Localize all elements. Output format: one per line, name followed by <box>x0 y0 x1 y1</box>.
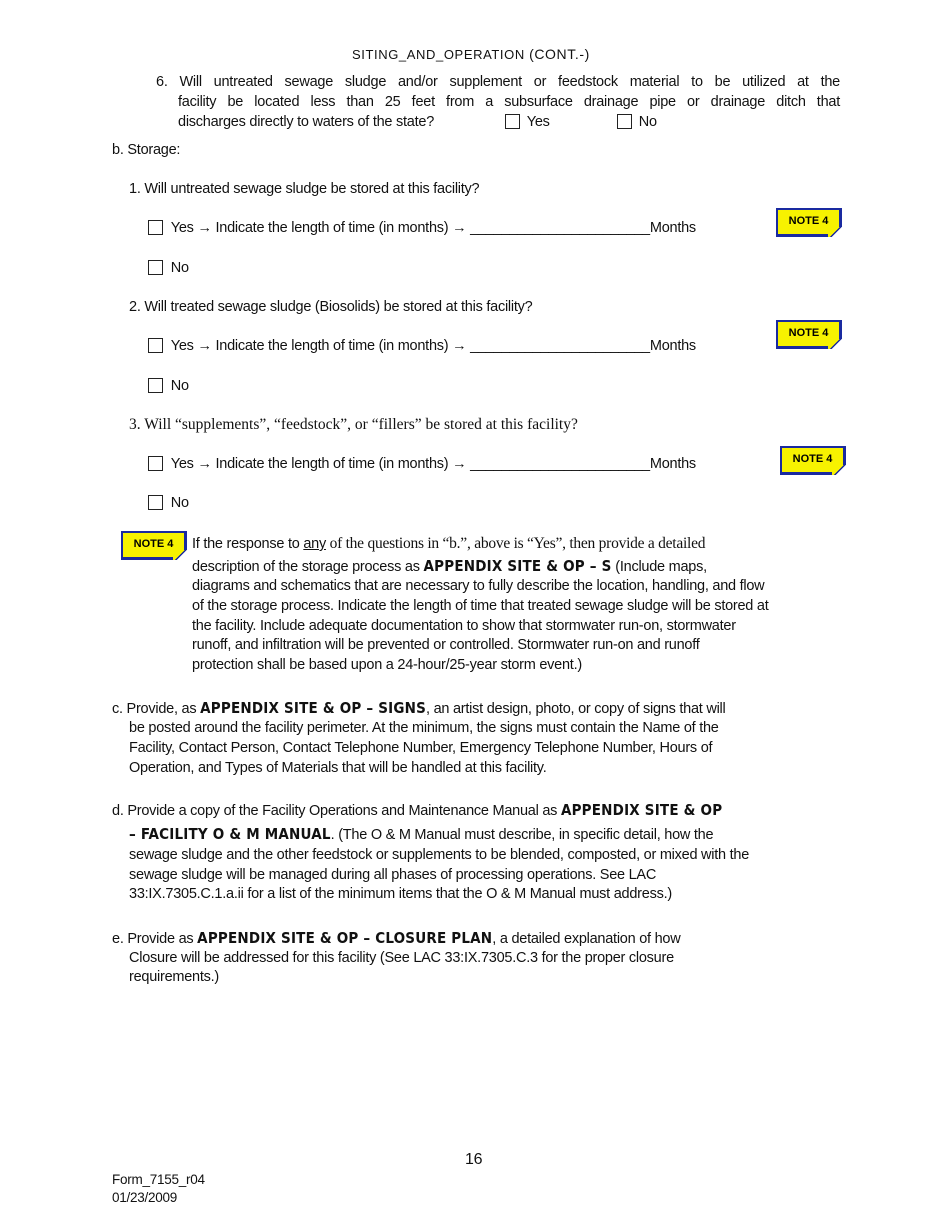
page-number: 16 <box>465 1151 483 1168</box>
appendix-om-label-part2: – FACILITY O & M MANUAL <box>129 825 331 843</box>
note4-any: any <box>303 536 326 552</box>
q6-line1: 6. Will untreated sewage sludge and/or supplement or feedstock material to be utilized at the <box>156 74 840 90</box>
c-line4: Operation, and Types of Materials that will be handled at this facility. <box>129 760 547 776</box>
q6-yes-label: Yes <box>526 114 550 130</box>
note4-line2-end: (Include maps, <box>611 559 707 575</box>
note4-line1 <box>192 535 705 553</box>
e-line2: Closure will be addressed for this facility (See LAC 33:IX.7305.C.3 for the proper closure <box>129 950 674 966</box>
e-line1-end: , a detailed explanation of how <box>492 931 681 947</box>
storage-q1-no-checkbox[interactable] <box>148 260 163 275</box>
storage-q2-yes-label: Yes → Indicate the length of time (in months) → _______________________Months <box>170 338 696 354</box>
note-4-badge-q3[interactable] <box>780 446 846 475</box>
note4-line1-end: of the questions in “b.”, above is “Yes”, then provide a detailed <box>325 535 706 552</box>
storage-q3-text: 3. Will “supplements”, “feedstock”, or “fillers” be stored at this facility? <box>129 416 578 433</box>
storage-q3-no-label: No <box>170 495 189 511</box>
d-line2 <box>129 825 713 843</box>
c-line3: Facility, Contact Person, Contact Telephone Number, Emergency Telephone Number, Hours of <box>129 740 713 756</box>
appendix-signs-label: APPENDIX SITE & OP – SIGNS <box>200 699 427 717</box>
storage-q3-yes-label: Yes → Indicate the length of time (in months) → _______________________Months <box>170 456 696 472</box>
appendix-s-label: APPENDIX SITE & OP – S <box>423 557 612 575</box>
q6-line2: facility be located less than 25 feet from a subsurface drainage pipe or drainage ditch that <box>178 94 840 110</box>
q6-no-checkbox[interactable] <box>617 114 632 129</box>
section-cont: (CONT.-) <box>529 46 590 62</box>
note4-line2-start: description of the storage process as <box>192 559 424 575</box>
note-4-label: NOTE 4 <box>788 327 829 339</box>
note-4-label: NOTE 4 <box>792 453 833 465</box>
e-line1 <box>112 929 680 947</box>
note-4-badge-q1[interactable] <box>776 208 842 237</box>
storage-q1-yes-option[interactable] <box>148 220 696 236</box>
d-line5: 33:IX.7305.C.1.a.ii for a list of the minimum items that the O & M Manual must address.) <box>129 886 672 902</box>
storage-q1-yes-label: Yes → Indicate the length of time (in months) → _______________________Months <box>170 220 696 236</box>
d-line1 <box>112 801 722 819</box>
page-header <box>352 46 590 62</box>
q6-line3 <box>178 114 434 130</box>
q6-yes-checkbox[interactable] <box>505 114 520 129</box>
storage-q1-text: 1. Will untreated sewage sludge be stored at this facility? <box>129 181 480 197</box>
note-4-label: NOTE 4 <box>788 215 829 227</box>
note4-line6: runoff, and infiltration will be prevented or controlled. Stormwater run-on and runoff <box>192 637 700 653</box>
note-4-badge-q2[interactable] <box>776 320 842 349</box>
e-line3: requirements.) <box>129 969 219 985</box>
d-line2-end: . (The O & M Manual must describe, in specific detail, how the <box>330 827 714 843</box>
note4-line7: protection shall be based upon a 24-hour/25-year storm event.) <box>192 657 582 673</box>
c-line1 <box>112 699 726 717</box>
q6-no-option[interactable] <box>617 114 657 130</box>
q6-question-text: discharges directly to waters of the state? <box>178 114 435 130</box>
form-date: 01/23/2009 <box>112 1190 178 1205</box>
storage-q2-yes-checkbox[interactable] <box>148 338 163 353</box>
note4-line4: of the storage process. Indicate the length of time that treated sewage sludge will be stored at <box>192 598 769 614</box>
appendix-om-label-part1: APPENDIX SITE & OP <box>560 801 723 819</box>
q6-no-label: No <box>638 114 657 130</box>
c-line1-end: , an artist design, photo, or copy of signs that will <box>426 701 726 717</box>
storage-q2-no-option[interactable] <box>148 378 189 394</box>
note4-line1-start: If the response to <box>192 536 304 552</box>
e-line1-start: e. Provide as <box>112 931 198 947</box>
note4-line3: diagrams and schematics that are necessary to fully describe the location, handling, and flow <box>192 578 765 594</box>
storage-q2-no-label: No <box>170 378 189 394</box>
d-line4: sewage sludge will be managed during all phases of processing operations. See LAC <box>129 867 657 883</box>
section-title: SITING_AND_OPERATION <box>352 47 525 62</box>
note-4-badge-description[interactable] <box>121 531 187 560</box>
note-4-label: NOTE 4 <box>133 538 174 550</box>
storage-q3-no-option[interactable] <box>148 495 189 511</box>
form-id: Form_7155_r04 <box>112 1172 205 1187</box>
q6-yes-option[interactable] <box>505 114 550 130</box>
storage-q1-no-option[interactable] <box>148 260 189 276</box>
storage-q1-yes-checkbox[interactable] <box>148 220 163 235</box>
storage-q3-yes-checkbox[interactable] <box>148 456 163 471</box>
d-line1-start: d. Provide a copy of the Facility Operations and Maintenance Manual as <box>112 803 561 819</box>
note4-line2 <box>192 557 707 575</box>
note4-line5: the facility. Include adequate documentation to show that stormwater run-on, stormwater <box>192 618 736 634</box>
appendix-closure-label: APPENDIX SITE & OP – CLOSURE PLAN <box>197 929 493 947</box>
d-line3: sewage sludge and the other feedstock or supplements to be blended, composted, or mixed with the <box>129 847 750 863</box>
storage-q2-yes-option[interactable] <box>148 338 696 354</box>
storage-q2-text: 2. Will treated sewage sludge (Biosolids) be stored at this facility? <box>129 299 533 315</box>
storage-q2-no-checkbox[interactable] <box>148 378 163 393</box>
storage-heading: b. Storage: <box>112 142 181 158</box>
c-line1-start: c. Provide, as <box>112 701 201 717</box>
c-line2: be posted around the facility perimeter. At the minimum, the signs must contain the Name of the <box>129 720 719 736</box>
storage-q3-yes-option[interactable] <box>148 456 696 472</box>
storage-q1-no-label: No <box>170 260 189 276</box>
storage-q3-no-checkbox[interactable] <box>148 495 163 510</box>
